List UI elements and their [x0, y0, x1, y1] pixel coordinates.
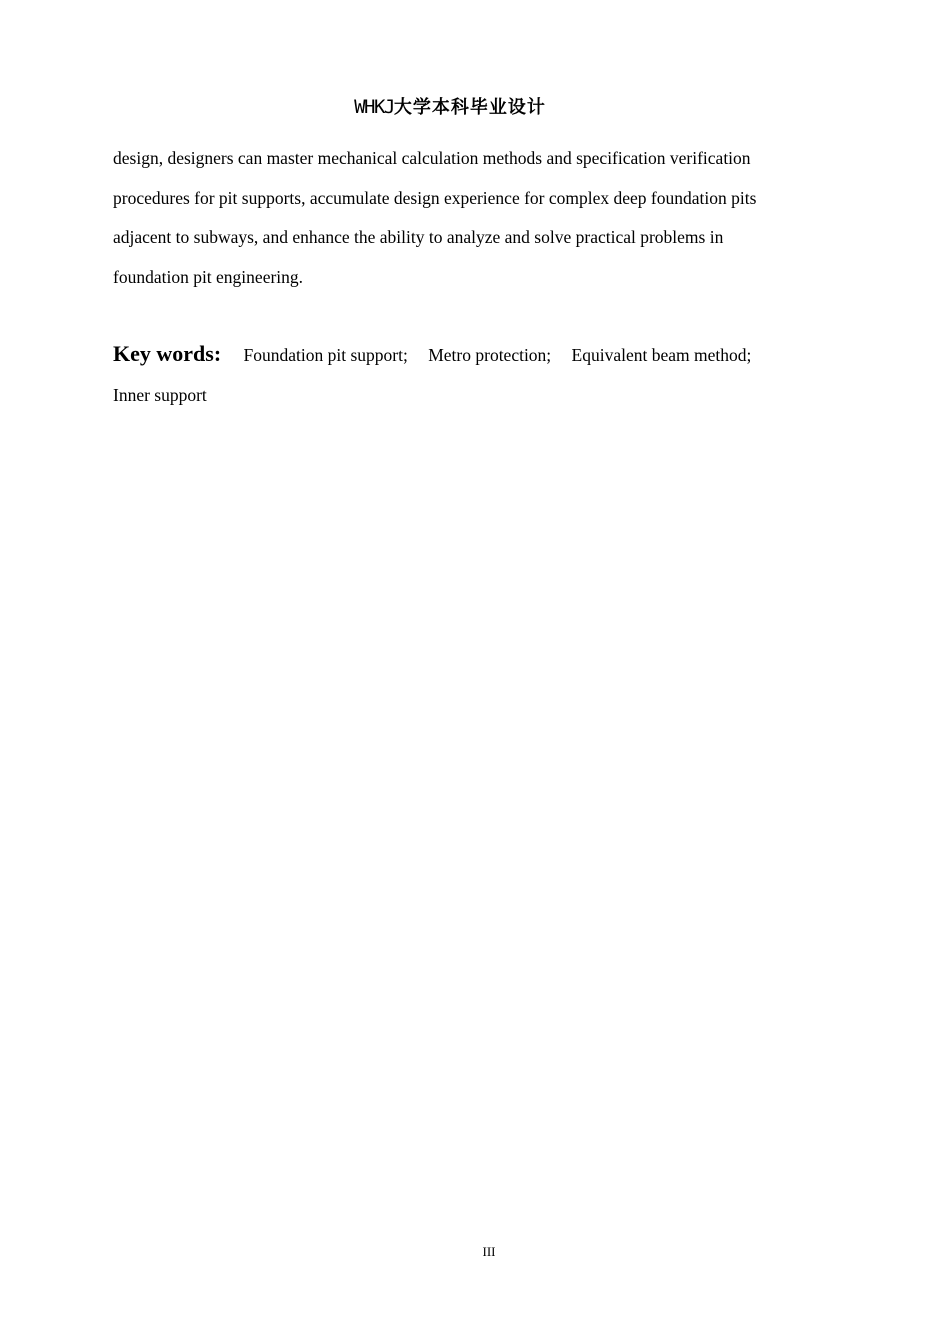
page-number: III [482, 1244, 496, 1259]
abstract-line: procedures for pit supports, accumulate design experience for complex deep foundation pits [113, 187, 757, 208]
header-university-code: WHKJ [354, 96, 394, 118]
abstract-line: design, designers can master mechanical calculation methods and specification verification [113, 148, 751, 168]
keyword-item: Foundation pit support; [243, 345, 408, 365]
keywords-section [113, 334, 831, 415]
abstract-paragraph [113, 139, 831, 297]
keywords-label: Key words: [113, 341, 222, 366]
keyword-item: Metro protection; [428, 345, 552, 365]
keyword-item: Equivalent beam method; [571, 345, 752, 365]
header-title: 大学本科毕业设计 [393, 97, 546, 118]
running-header [0, 93, 900, 122]
abstract-line: adjacent to subways, and enhance the ability to analyze and solve practical problems in [113, 227, 724, 247]
keyword-item: Inner support [113, 384, 207, 405]
abstract-line: foundation pit engineering. [113, 266, 304, 287]
